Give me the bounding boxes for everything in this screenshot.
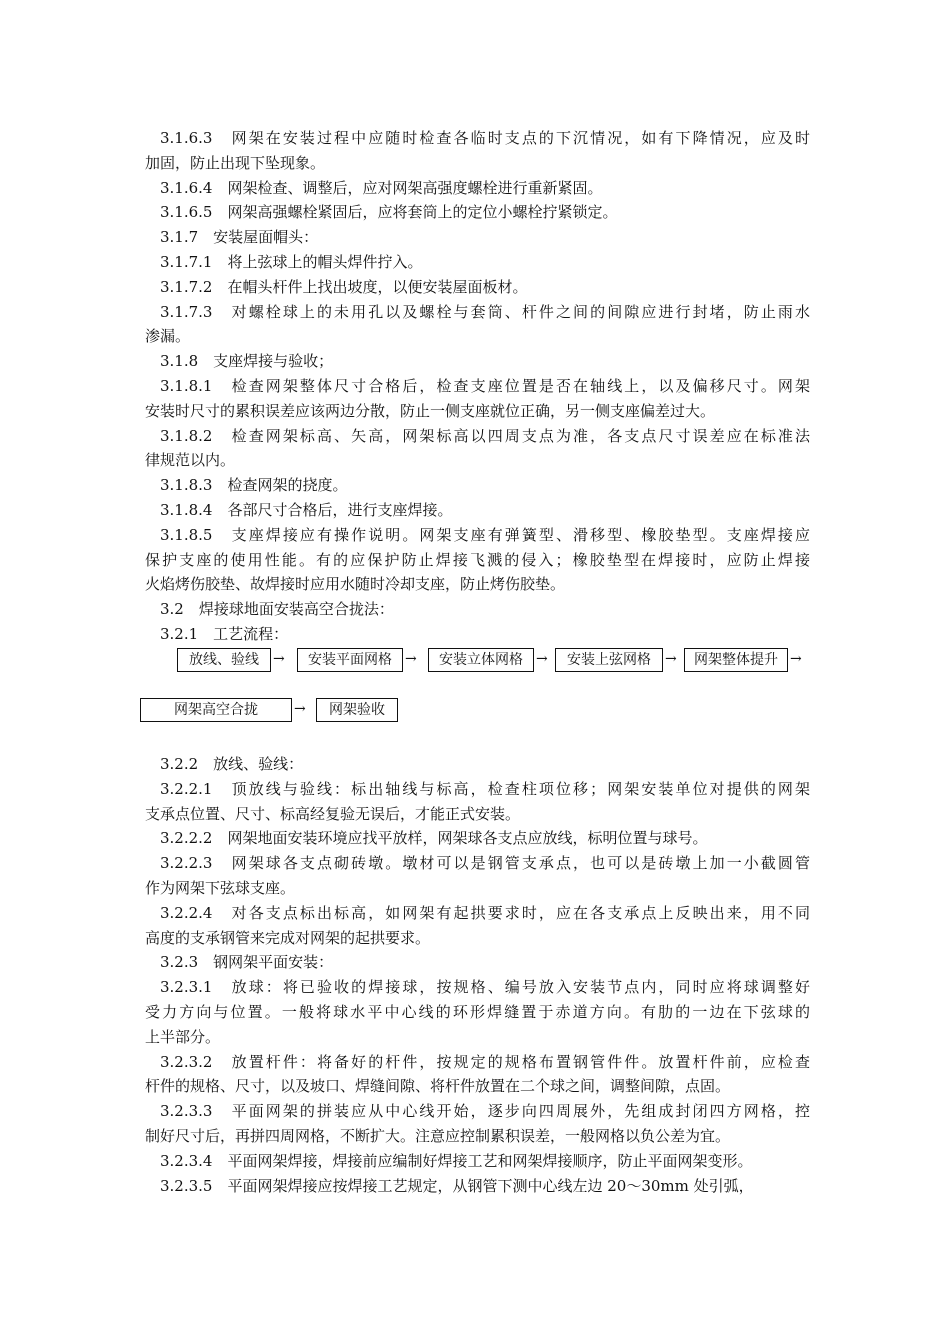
flow-arrow: → — [665, 651, 677, 667]
paragraph-line: 加固，防止出现下坠现象。 — [145, 153, 326, 172]
paragraph-line: 渗漏。 — [145, 327, 191, 346]
paragraph-line: 制好尺寸后，再拼四周网格，不断扩大。注意应控制累积误差，一般网格以负公差为宜。 — [145, 1127, 731, 1145]
paragraph-line: 高度的支承钢管来完成对网架的起拱要求。 — [145, 928, 431, 947]
paragraph-line: 受力方向与位置。一般将球水平中心线的环形焊缝置于赤道方向。有肋的一边在下弦球的 — [145, 1003, 810, 1021]
paragraph-line: 3.1.8.2 检查网架标高、矢高，网架标高以四周支点为准，各支点尺寸误差应在标准法 — [160, 426, 810, 445]
paragraph-line: 3.1.8.4 各部尺寸合格后，进行支座焊接。 — [160, 501, 453, 519]
paragraph-line: 保护支座的使用性能。有的应保护防止焊接飞溅的侵入；橡胶垫型在焊接时，应防止焊接 — [145, 550, 810, 569]
flow-step: 放线、验线 — [177, 648, 271, 672]
paragraph-line: 3.1.7.3 对螺栓球上的未用孔以及螺栓与套筒、杆件之间的间隙应进行封堵，防止雨水 — [160, 302, 810, 321]
paragraph-line: 3.1.6.3 网架在安装过程中应随时检查各临时支点的下沉情况，如有下降情况，应及时 — [160, 129, 810, 147]
paragraph-line: 支承点位置、尺寸、标高经复验无误后，才能正式安装。 — [145, 804, 521, 823]
flow-arrow: → — [405, 651, 417, 667]
paragraph-line: 杆件的规格、尺寸，以及坡口、焊缝间隙、将杆件放置在二个球之间，调整间隙，点固。 — [145, 1077, 731, 1096]
paragraph-line: 3.1.8.1 检查网架整体尺寸合格后，检查支座位置是否在轴线上，以及偏移尺寸。网架 — [160, 377, 810, 395]
flow-arrow: → — [790, 651, 802, 667]
flow-step: 网架验收 — [316, 698, 398, 722]
paragraph-line: 律规范以内。 — [145, 451, 236, 470]
paragraph-line: 3.2.2.2 网架地面安装环境应找平放样，网架球各支点应放线，标明位置与球号。 — [160, 829, 708, 848]
paragraph-line: 3.2 焊接球地面安装高空合拢法： — [160, 600, 394, 619]
paragraph-line: 作为网架下弦球支座。 — [145, 879, 296, 897]
paragraph-line: 3.1.7.1 将上弦球上的帽头焊件拧入。 — [160, 253, 423, 271]
paragraph-line: 3.1.8.5 支座焊接应有操作说明。网架支座有弹簧型、滑移型、橡胶垫型。支座焊接应 — [160, 525, 810, 544]
paragraph-line: 3.1.7 安装屋面帽头： — [160, 228, 319, 247]
paragraph-line: 3.1.7.2 在帽头杆件上找出坡度，以便安装屋面板材。 — [160, 277, 528, 296]
flow-arrow: → — [294, 701, 306, 717]
paragraph-line: 3.2.3.1 放球：将已验收的焊接球，按规格、编号放入安装节点内，同时应将球调整好 — [160, 978, 810, 997]
paragraph-line: 上半部分。 — [145, 1027, 221, 1046]
flow-step: 安装平面网格 — [297, 648, 403, 672]
paragraph-line: 3.1.8 支座焊接与验收； — [160, 352, 334, 371]
paragraph-line: 3.1.8.3 检查网架的挠度。 — [160, 476, 348, 495]
paragraph-line: 3.2.3 钢网架平面安装： — [160, 953, 334, 972]
flow-step: 安装上弦网格 — [555, 648, 663, 672]
paragraph-line: 3.2.2.3 网架球各支点砌砖墩。墩材可以是钢管支承点，也可以是砖墩上加一小截圆管 — [160, 854, 810, 873]
flow-step: 安装立体网格 — [428, 648, 534, 672]
flow-step: 网架高空合拢 — [140, 698, 292, 722]
flow-step: 网架整体提升 — [684, 648, 788, 672]
paragraph-line: 3.2.2.1 顶放线与验线：标出轴线与标高，检查柱项位移；网架安装单位对提供的网架 — [160, 779, 810, 798]
paragraph-line: 3.2.2 放线、验线： — [160, 755, 304, 773]
paragraph-line: 3.2.3.5 平面网架焊接应按焊接工艺规定，从钢管下测中心线左边 20～30mm 处引弧， — [160, 1176, 754, 1195]
paragraph-line: 3.2.3.2 放置杆件：将备好的杆件，按规定的规格布置钢管件件。放置杆件前，应检查 — [160, 1052, 810, 1071]
flow-arrow: → — [273, 651, 285, 667]
paragraph-line: 3.2.3.3 平面网架的拼装应从中心线开始，逐步向四周展外，先组成封闭四方网格，控 — [160, 1102, 810, 1121]
paragraph-line: 安装时尺寸的累积误差应该两边分散，防止一侧支座就位正确，另一侧支座偏差过大。 — [145, 401, 716, 420]
paragraph-line: 3.2.3.4 平面网架焊接，焊接前应编制好焊接工艺和网架焊接顺序，防止平面网架变形。 — [160, 1151, 753, 1170]
paragraph-line: 3.1.6.4 网架检查、调整后，应对网架高强度螺栓进行重新紧固。 — [160, 178, 603, 197]
paragraph-line: 3.2.1 工艺流程： — [160, 625, 289, 643]
paragraph-line: 火焰烤伤胶垫、故焊接时应用水随时冷却支座，防止烤伤胶垫。 — [145, 575, 566, 594]
flow-arrow: → — [536, 651, 548, 667]
paragraph-line: 3.2.2.4 对各支点标出标高，如网架有起拱要求时，应在各支承点上反映出来，用不同 — [160, 903, 810, 922]
paragraph-line: 3.1.6.5 网架高强螺栓紧固后，应将套筒上的定位小螺栓拧紧锁定。 — [160, 203, 618, 222]
